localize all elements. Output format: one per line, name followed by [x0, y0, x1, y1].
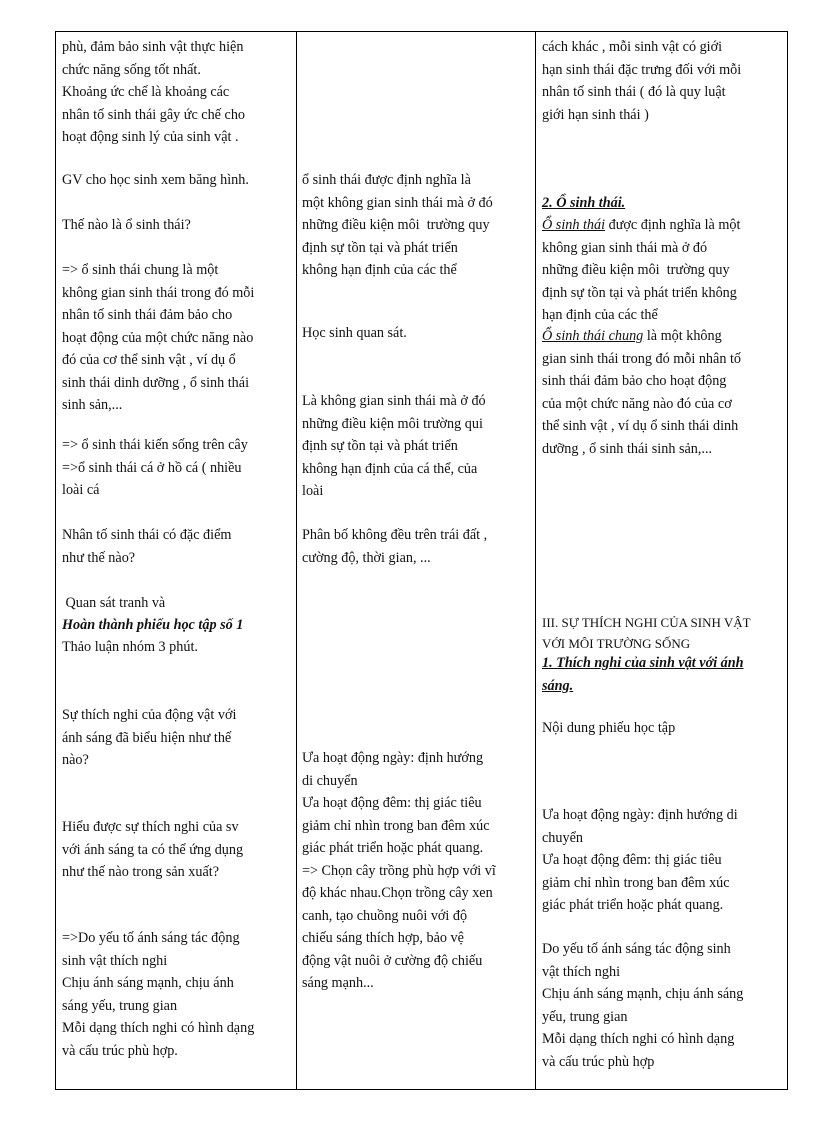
text-block: Học sinh quan sát.: [302, 325, 407, 341]
text-block: Ưa hoạt động ngày: định hướng di chuyển Ưa hoạt động đêm: thị giác tiêu giảm chỉ nhìn trong ban đêm xúc giác phát triển hoặc phát quang.: [542, 807, 738, 913]
worksheet-task: Hoàn thành phiếu học tập số 1: [62, 617, 244, 633]
text-block: => ổ sinh thái chung là một không gian sinh thái trong đó mỗi nhân tố sinh thái đảm bảo cho hoạt động của một chức năng nào đó của cơ thể sinh vật , ví dụ ổ sinh thái dinh dưỡng , ổ sinh thái sinh sản,...: [62, 262, 255, 413]
text-block: GV cho học sinh xem băng hình.: [62, 172, 249, 188]
subsection-heading: 1. Thích nghi của sinh vật với ánh sáng.: [542, 655, 744, 694]
text-block: cách khác , mỗi sinh vật có giới hạn sinh thái đặc trưng đối với mỗi nhân tố sinh thái ( đó là quy luật giới hạn sinh thái ): [542, 39, 742, 123]
definition: là một không gian sinh thái trong đó mỗi nhân tố sinh thái đảm bảo cho hoạt động của một chức năng nào đó của cơ thể sinh vật , ví dụ ổ sinh thái dinh dưỡng , ổ sinh thái sinh sản,...: [542, 328, 741, 457]
text-block: Thảo luận nhóm 3 phút.: [62, 639, 198, 655]
text-block: ổ sinh thái được định nghĩa là một không gian sinh thái mà ở đó những điều kiện môi trường quy định sự tồn tại và phát triển không hạn định của các thể: [302, 172, 493, 278]
text-block: Ưa hoạt động ngày: định hướng di chuyển Ưa hoạt động đêm: thị giác tiêu giảm chỉ nhìn trong ban đêm xúc giác phát triển hoặc phát quang. => Chọn cây trồng phù hợp với vĩ độ khác nhau.Chọn trồng cây xen canh, tạo chuồng nuôi với độ chiếu sáng thích hợp, bảo vệ động vật nuôi ở cường độ chiếu sáng mạnh...: [302, 750, 496, 991]
question: Thế nào là ổ sinh thái?: [62, 217, 191, 233]
text-block: => ổ sinh thái kiến sống trên cây =>ổ sinh thái cá ở hồ cá ( nhiều loài cá: [62, 437, 248, 498]
text-block: [542, 325, 786, 460]
definition: được định nghĩa là một không gian sinh thái mà ở đó những điều kiện môi trường quy định sự tồn tại và phát triển không hạn định của các thể: [542, 217, 741, 323]
question: Sự thích nghi của động vật với ánh sáng đã biểu hiện như thế nào?: [62, 707, 237, 768]
section-heading: III. SỰ THÍCH NGHI CỦA SINH VẬT VỚI MÔI TRƯỜNG SỐNG: [542, 615, 751, 651]
teacher-activity-column: [62, 32, 292, 1089]
text-block: Quan sát tranh và: [62, 595, 166, 611]
text-block: [542, 214, 786, 327]
text-block: Do yếu tố ánh sáng tác động sinh vật thích nghi Chịu ánh sáng mạnh, chịu ánh sáng yếu, trung gian Mỗi dạng thích nghi có hình dạng và cấu trúc phù hợp: [542, 941, 744, 1070]
content-column: [542, 32, 786, 1089]
text-block: Là không gian sinh thái mà ở đó những điều kiện môi trường qui định sự tồn tại và phát triển không hạn định của cá thể, của loài: [302, 393, 486, 499]
student-activity-column: [302, 32, 532, 1089]
column-divider: [296, 32, 297, 1089]
column-divider: [535, 32, 536, 1089]
question: Nhân tố sinh thái có đặc điểm như thế nào?: [62, 527, 232, 566]
section-heading: 2. Ổ sinh thái.: [542, 195, 626, 211]
term: Ổ sinh thái chung: [542, 328, 644, 344]
text-block: =>Do yếu tố ánh sáng tác động sinh vật thích nghi Chịu ánh sáng mạnh, chịu ánh sáng yếu, trung gian Mỗi dạng thích nghi có hình dạng và cấu trúc phù hợp.: [62, 930, 255, 1059]
text-block: phù, đảm bảo sinh vật thực hiện chức năng sống tốt nhất. Khoảng ức chế là khoảng các nhân tố sinh thái gây ức chế cho hoạt động sinh lý của sinh vật .: [62, 39, 246, 145]
question: Hiểu được sự thích nghi của sv với ánh sáng ta có thể ứng dụng như thế nào trong sản xuất?: [62, 819, 244, 880]
lesson-table: [55, 31, 788, 1090]
text-block: Nội dung phiếu học tập: [542, 720, 676, 736]
text-block: Phân bố không đều trên trái đất , cường độ, thời gian, ...: [302, 527, 488, 566]
term: Ổ sinh thái: [542, 217, 606, 233]
